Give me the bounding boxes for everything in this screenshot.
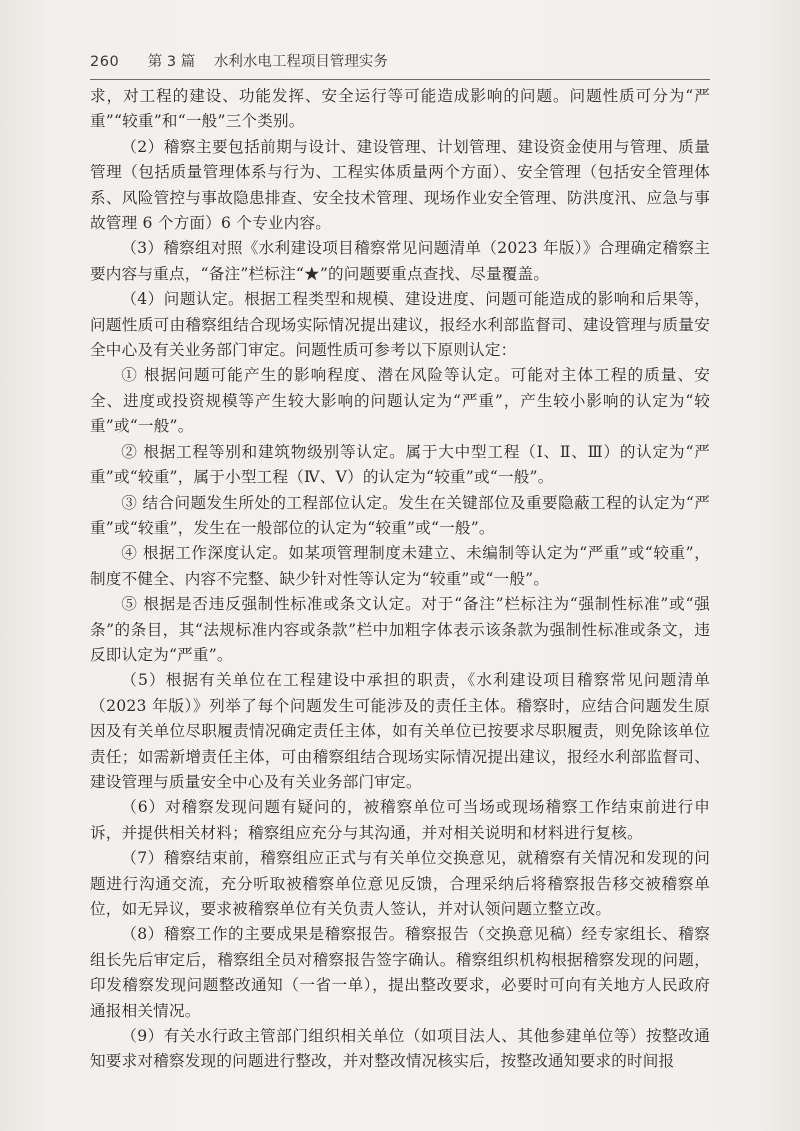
- paragraph-item-2: （2）稽察主要包括前期与设计、建设管理、计划管理、建设资金使用与管理、质量管理（包括质量管理体系与行为、工程实体质量两个方面）、安全管理（包括安全管理体系、风险管控与事故隐患排查、安全技术管理、现场作业安全管理、防洪度汛、应急与事故管理 6 个方面）6 个专业内容。: [90, 137, 710, 233]
- paragraph-item-6: （6）对稽察发现问题有疑问的，被稽察单位可当场或现场稽察工作结束前进行申诉，并提供相关材料；稽察组应充分与其沟通，并对相关说明和材料进行复核。: [90, 798, 710, 842]
- paragraph-continuation: 求，对工程的建设、功能发挥、安全运行等可能造成影响的问题。问题性质可分为“严重”“较重”和“一般”三个类别。: [90, 87, 710, 131]
- page-number: 260: [90, 54, 120, 70]
- paragraph-principle-3: ③ 结合问题发生所处的工程部位认定。发生在关键部位及重要隐蔽工程的认定为“严重”或“较重”，发生在一般部位的认定为“较重”或“一般”。: [90, 493, 710, 537]
- paragraph-principle-5: ⑤ 根据是否违反强制性标准或条文认定。对于“备注”栏标注为“强制性标准”或“强条”的条目，其“法规标准内容或条款”栏中加粗字体表示该条款为强制性标准或条文，违反即认定为“严重”。: [90, 595, 710, 664]
- paragraph-item-7: （7）稽察结束前，稽察组应正式与有关单位交换意见，就稽察有关情况和发现的问题进行沟通交流，充分听取被稽察单位意见反馈，合理采纳后将稽察报告移交被稽察单位，如无异议，要求被稽察单位有关负责人签认，并对认领问题立整立改。: [90, 849, 710, 918]
- part-label: 第 3 篇: [147, 54, 196, 70]
- paragraph-principle-4: ④ 根据工作深度认定。如某项管理制度未建立、未编制等认定为“严重”或“较重”，制度不健全、内容不完整、缺少针对性等认定为“较重”或“一般”。: [90, 544, 710, 588]
- book-title: 水利水电工程项目管理实务: [213, 54, 388, 70]
- header-rule: [90, 79, 710, 80]
- paragraph-item-3: （3）稽察组对照《水利建设项目稽察常见问题清单（2023 年版）》合理确定稽察主要内容与重点，“备注”栏标注“★”的问题要重点查找、尽量覆盖。: [90, 239, 710, 283]
- paragraph-principle-2: ② 根据工程等别和建筑物级别等认定。属于大中型工程（Ⅰ、Ⅱ、Ⅲ）的认定为“严重”或“较重”，属于小型工程（Ⅳ、Ⅴ）的认定为“较重”或“一般”。: [90, 442, 710, 487]
- running-header: [90, 50, 710, 78]
- paragraph-item-9: （9）有关水行政主管部门组织相关单位（如项目法人、其他参建单位等）按整改通知要求对稽察发现的问题进行整改，并对整改情况核实后，按整改通知要求的时间报: [90, 1027, 710, 1071]
- paragraph-item-4: （4）问题认定。根据工程类型和规模、建设进度、问题可能造成的影响和后果等，问题性质可由稽察组结合现场实际情况提出建议，报经水利部监督司、建设管理与质量安全中心及有关业务部门审定。问题性质可参考以下原则认定：: [90, 290, 710, 360]
- body-text: [90, 84, 710, 1075]
- paragraph-item-5: （5）根据有关单位在工程建设中承担的职责，《水利建设项目稽察常见问题清单（2023 年版）》列举了每个问题发生可能涉及的责任主体。稽察时，应结合问题发生原因及有关单位尽职履责情况确定责任主体，如有关单位已按要求尽职履责，则免除该单位责任；如需新增责任主体，可由稽察组结合现场实际情况提出建议，报经水利部监督司、建设管理与质量安全中心及有关业务部门审定。: [90, 671, 710, 791]
- paragraph-item-8: （8）稽察工作的主要成果是稽察报告。稽察报告（交换意见稿）经专家组长、稽察组长先后审定后，稽察组全员对稽察报告签字确认。稽察组织机构根据稽察发现的问题，印发稽察发现问题整改通知（一省一单），提出整改要求，必要时可向有关地方人民政府通报相关情况。: [90, 925, 710, 1020]
- paragraph-principle-1: ① 根据问题可能产生的影响程度、潜在风险等认定。可能对主体工程的质量、安全、进度或投资规模等产生较大影响的问题认定为“严重”，产生较小影响的认定为“较重”或“一般”。: [90, 366, 710, 436]
